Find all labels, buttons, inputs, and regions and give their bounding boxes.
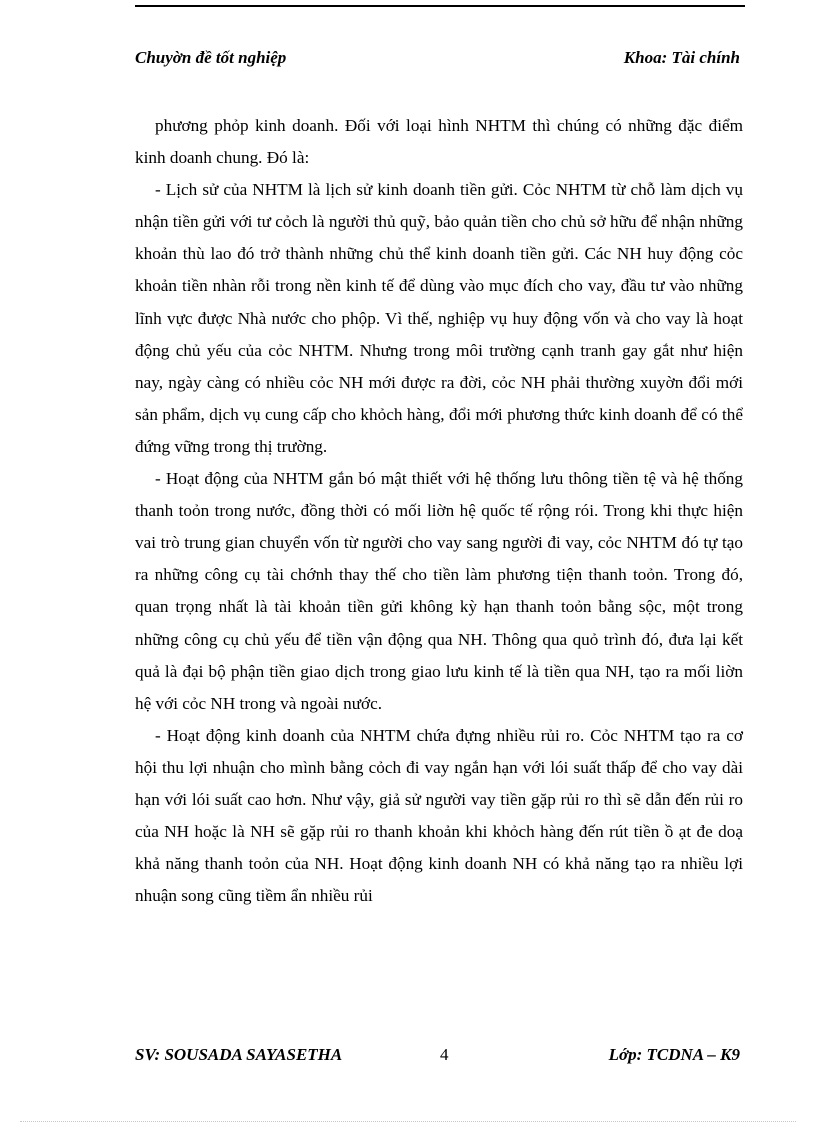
paragraph: phương phỏp kinh doanh. Đối với loại hình NHTM thì chúng có những đặc điểm kinh doanh chung. Đó là:	[135, 116, 743, 168]
header-rule	[135, 5, 745, 7]
page-bottom-edge	[20, 1121, 796, 1122]
body-text	[135, 110, 743, 912]
footer-class: Lớp: TCDNA – K9	[608, 1045, 740, 1064]
page-number: 4	[440, 1045, 449, 1064]
paragraph: - Lịch sử của NHTM là lịch sử kinh doanh tiền gửi. Cỏc NHTM từ chỗ làm dịch vụ nhận tiền gửi với tư cỏch là người thủ quỹ, bảo quản tiền cho chủ sở hữu để nhận những khoản thù lao đó trở thành những chủ thể kinh doanh tiền gửi. Các NH huy động cỏc khoản tiền nhàn rỗi trong nền kinh tế để dùng vào mục đích cho vay, đầu tư vào những lĩnh vực được Nhà nước cho phộp. Vì thế, nghiệp vụ huy động vốn và cho vay là hoạt động chủ yếu của cỏc NHTM. Nhưng trong môi trường cạnh tranh gay gắt như hiện nay, ngày càng có nhiều cỏc NH mới được ra đời, cỏc NH phải thường xuyờn đổi mới sản phẩm, dịch vụ cung cấp cho khỏch hàng, đổi mới phương thức kinh doanh để có thể đứng vững trong thị trường.	[135, 180, 743, 456]
page-header	[135, 48, 740, 72]
footer-student: SV: SOUSADA SAYASETHA	[135, 1045, 343, 1064]
header-faculty: Khoa: Tài chính	[623, 48, 740, 67]
header-title: Chuyờn đề tốt nghiệp	[135, 48, 287, 67]
paragraph: - Hoạt động kinh doanh của NHTM chứa đựng nhiều rủi ro. Cỏc NHTM tạo ra cơ hội thu lợi nhuận cho mình bằng cỏch đi vay ngắn hạn với lói suất thấp để cho vay dài hạn với lói suất cao hơn. Như vậy, giả sử người vay tiền gặp rủi ro thì sẽ dẫn đến rủi ro của NH hoặc là NH sẽ gặp rủi ro thanh khoản khi khỏch hàng đến rút tiền ồ ạt đe doạ khả năng thanh toỏn của NH. Hoạt động kinh doanh NH có khả năng tạo ra nhiều lợi nhuận song cũng tiềm ẩn nhiều rủi	[135, 725, 743, 906]
page-footer	[135, 1045, 740, 1069]
paragraph: - Hoạt động của NHTM gắn bó mật thiết với hệ thống lưu thông tiền tệ và hệ thống thanh toỏn trong nước, đồng thời có mối liờn hệ quốc tế rộng rói. Trong khi thực hiện vai trò trung gian chuyển vốn từ người cho vay sang người đi vay, cỏc NHTM đó tự tạo ra những công cụ tài chớnh thay thế cho tiền làm phương tiện thanh toỏn. Trong đó, quan trọng nhất là tài khoản tiền gửi không kỳ hạn thanh toỏn bằng sộc, một trong những công cụ chủ yếu để tiền vận động qua NH. Thông qua quỏ trình đó, đưa lại kết quả là đại bộ phận tiền giao dịch trong giao lưu kinh tế là tiền qua NH, tạo ra mối liờn hệ với cỏc NH trong và ngoài nước.	[135, 469, 743, 713]
